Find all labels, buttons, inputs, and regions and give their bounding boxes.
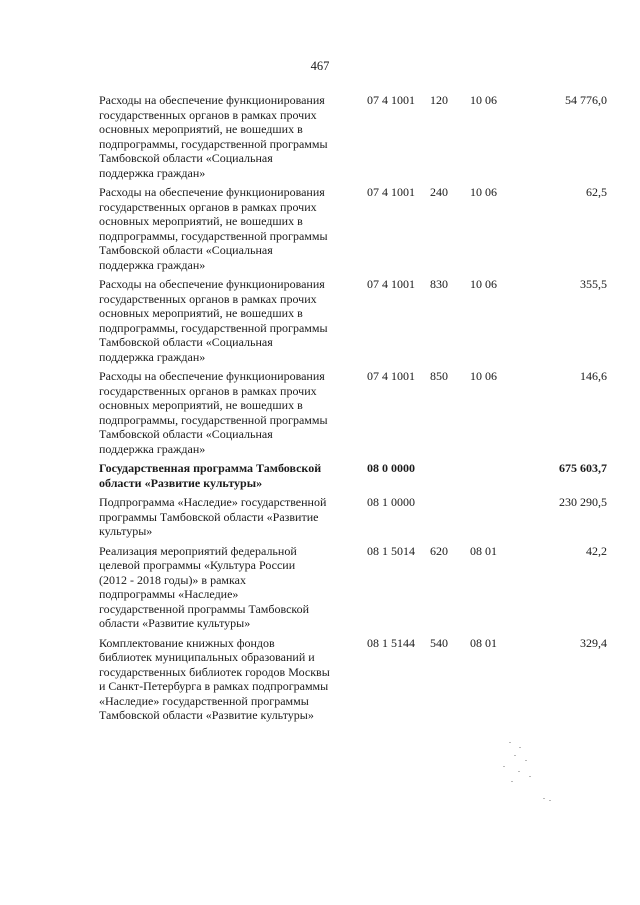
row-name: Расходы на обеспечение функционирования государственных органов в рамках прочих основных мероприятий, не вошедших в подпрограммы, государственной программы Тамбовской области «Социальная поддержка граждан» <box>99 93 328 180</box>
row-amount: 675 603,7 <box>559 461 607 475</box>
row-amount: 146,6 <box>580 369 607 383</box>
row-code: 07 4 1001 <box>367 369 415 383</box>
row-expense-type: 120 <box>430 93 448 107</box>
row-amount: 62,5 <box>586 185 607 199</box>
budget-table <box>99 93 607 728</box>
row-name: Расходы на обеспечение функционирования государственных органов в рамках прочих основных мероприятий, не вошедших в подпрограммы, государственной программы Тамбовской области «Социальная поддержка граждан» <box>99 277 328 364</box>
row-expense-type: 850 <box>430 369 448 383</box>
row-section: 10 06 <box>470 93 497 107</box>
row-name: Государственная программа Тамбовской области «Развитие культуры» <box>99 461 322 490</box>
row-name: Расходы на обеспечение функционирования государственных органов в рамках прочих основных мероприятий, не вошедших в подпрограммы, государственной программы Тамбовской области «Социальная поддержка граждан» <box>99 185 328 272</box>
row-expense-type: 240 <box>430 185 448 199</box>
row-amount: 329,4 <box>580 635 607 650</box>
table-row <box>99 185 607 277</box>
row-code: 07 4 1001 <box>367 277 415 291</box>
row-section: 08 01 <box>470 543 497 558</box>
row-name: Реализация мероприятий федеральной целевой программы «Культура России (2012 - 2018 годы)» в рамках подпрограммы «Наследие» государственной программы Тамбовской области «Развитие культуры» <box>99 543 310 630</box>
table-row <box>99 277 607 369</box>
table-row <box>99 369 607 461</box>
row-amount: 54 776,0 <box>565 93 607 107</box>
row-code: 08 1 5014 <box>367 543 415 558</box>
row-code: 08 0 0000 <box>367 461 415 475</box>
table-row <box>99 636 607 728</box>
row-section: 10 06 <box>470 185 497 199</box>
row-name: Расходы на обеспечение функционирования государственных органов в рамках прочих основных мероприятий, не вошедших в подпрограммы, государственной программы Тамбовской области «Социальная поддержка граждан» <box>99 369 328 456</box>
row-expense-type: 830 <box>430 277 448 291</box>
page-number: 467 <box>310 59 330 73</box>
row-code: 08 1 5144 <box>367 635 415 650</box>
row-amount: 230 290,5 <box>559 495 607 509</box>
row-section: 08 01 <box>470 635 497 650</box>
row-code: 07 4 1001 <box>367 185 415 199</box>
table-row <box>99 461 607 495</box>
row-code: 08 1 0000 <box>367 495 415 509</box>
table-row <box>99 544 607 636</box>
table-row <box>99 495 607 544</box>
row-amount: 42,2 <box>586 543 607 558</box>
row-name: Подпрограмма «Наследие» государственной программы Тамбовской области «Развитие культуры» <box>99 495 327 538</box>
row-expense-type: 620 <box>430 543 448 558</box>
row-name: Комплектование книжных фондов библиотек муниципальных образований и государственных библиотек городов Москвы и Санкт-Петербурга в рамках подпрограммы «Наследие» государственной программы Тамбовской области «Развитие культуры» <box>99 635 330 722</box>
table-row <box>99 93 607 185</box>
row-code: 07 4 1001 <box>367 93 415 107</box>
row-section: 10 06 <box>470 277 497 291</box>
row-expense-type: 540 <box>430 635 448 650</box>
row-section: 10 06 <box>470 369 497 383</box>
row-amount: 355,5 <box>580 277 607 291</box>
